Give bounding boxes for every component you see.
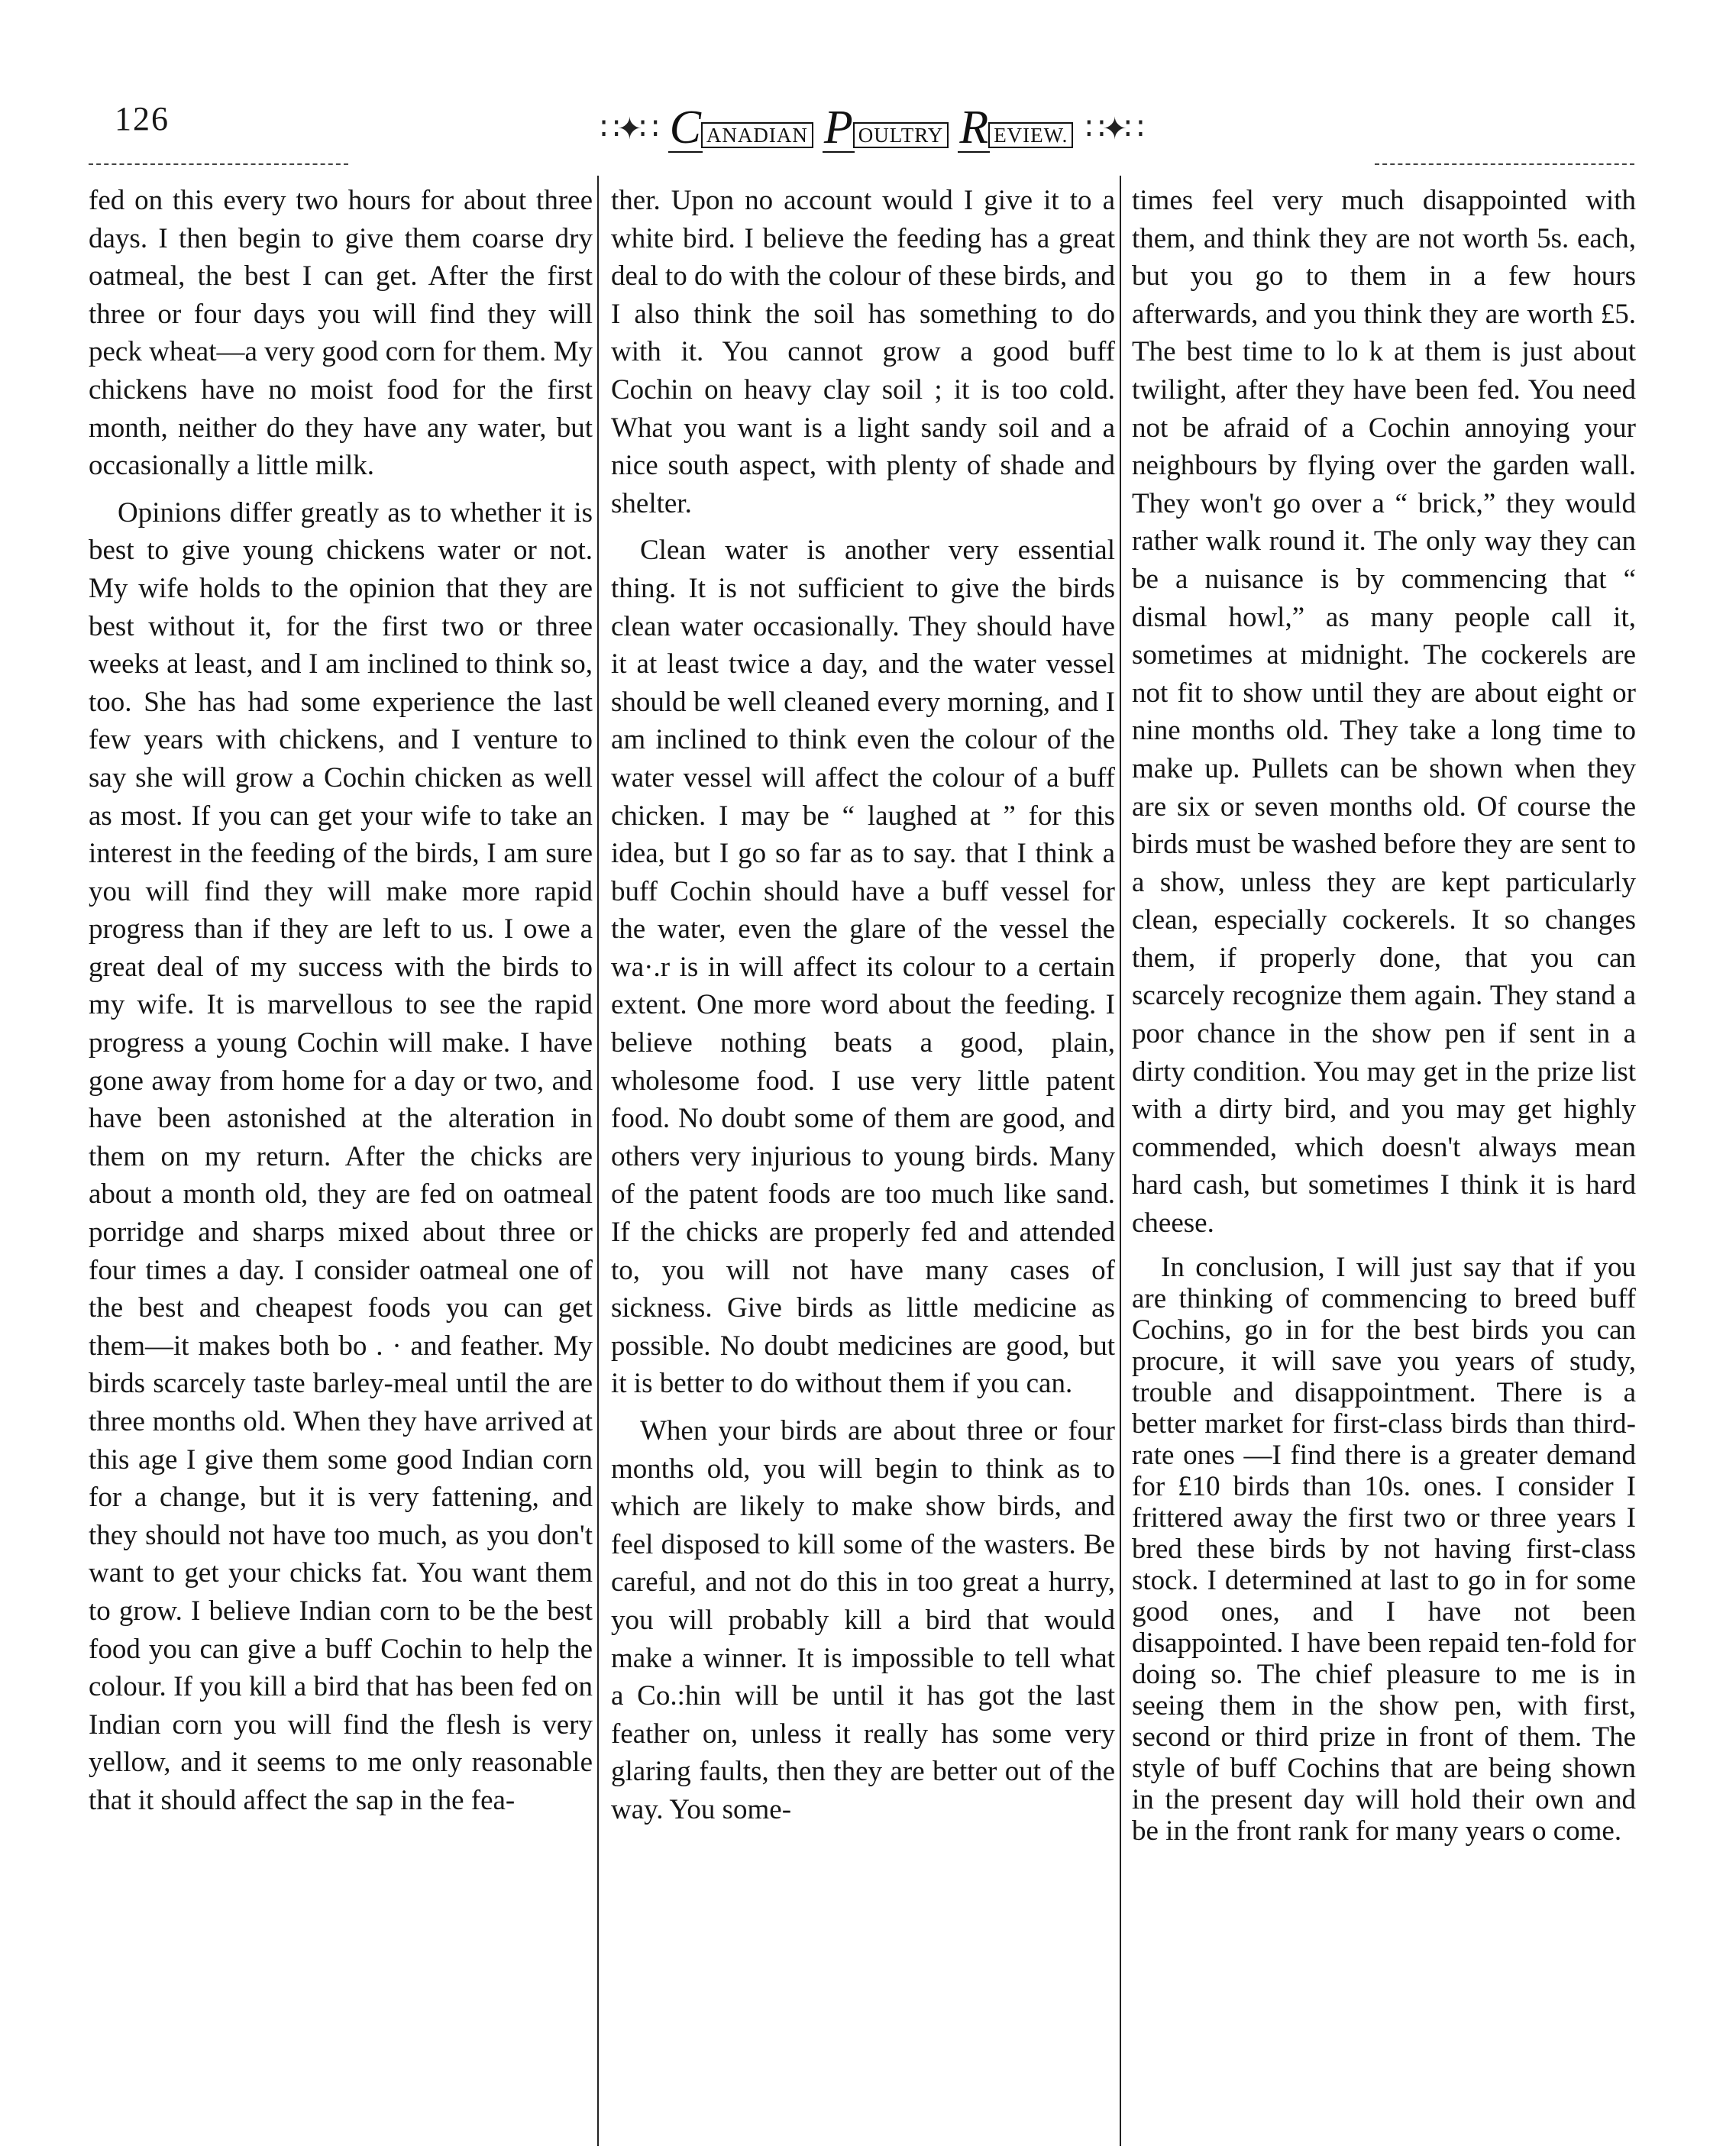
- masthead-word-canadian: [668, 104, 813, 153]
- paragraph: fed on this every two hours for about three days. I then begin to give them coarse dry oatmeal, the best I can get. After the first three or four days you will find they will peck wheat—a very good corn for them. My chickens have no moist food for the first month, neither do they have any water, but occasionally a little milk.: [89, 185, 593, 482]
- paragraph: Opinions differ greatly as to whether it is best to give young chickens water or not. My wife holds to the opinion that they are best without it, for the first two or three weeks at least, and I am inclined to think so, too. She has had some experience the last few years with chickens, and I venture to say she will grow a Cochin chicken as well as most. If you can get your wife to take an interest in the feeding of the birds, I am sure you will find they will make more rapid progress than if they are left to us. I owe a great deal of my success with the birds to my wife. It is marvellous to see the rapid progress a young Cochin will make. I have gone away from home for a day or two, and have been astonished at the alteration in them on my return. After the chicks are about a month old, they are fed on oatmeal porridge and sharps mixed about three or four times a day. I consider oatmeal one of the best and cheapest foods you can get them—it makes both bo . · and feather. My birds scarcely taste barley-meal until the are three months old. When they have arrived at this age I give them some good Indian corn for a change, but it is very fattening, and they should not have too much, as you don't want to get your chicks fat. You want them to grow. I believe Indian corn to be the best food you can give a buff Cochin to help the colour. If you kill a bird that has been fed on Indian corn you will find the flesh is very yellow, and it seems to me only reasonable that it should affect the sap in the fea-: [89, 496, 593, 1816]
- masthead-word-rest: OULTRY: [853, 122, 949, 148]
- masthead-initial: R: [959, 102, 989, 154]
- paragraph: times feel very much disappointed with them, and think they are not worth 5s. each, but you go to them in a few hours afterwards, and you think they are worth £5. The best time to lo k at them is just about twilight, after they have been fed. You need not be afraid of a Cochin annoying your neighbours by flying over the garden wall. They won't go over a “ brick,” they would rather walk round it. The only way they can be a nuisance is by commencing that “ dismal howl,” as many people call it, sometimes at midnight. The cockerels are not fit to show until they are about eight or nine months old. They take a long time to make up. Pullets can be shown when they are six or seven months old. Of course the birds must be washed before they are sent to a show, unless they are kept particularly clean, especially cockerels. It so changes them, if properly done, that you can scarcely recognize them again. They stand a poor chance in the show pen if sent in a dirty condition. You may get in the prize list with a dirty bird, and you may get highly commended, which doesn't always mean hard cash, but sometimes I think it is hard cheese.: [1132, 185, 1636, 1240]
- masthead: [580, 98, 1161, 159]
- header-rule-right: [1375, 163, 1634, 165]
- masthead-initial: C: [669, 102, 701, 154]
- column-divider-1: [597, 176, 599, 2146]
- masthead-word-poultry: [823, 104, 949, 153]
- paragraph: ther. Upon no account would I give it to a white bird. I believe the feeding has a great deal to do with the colour of these birds, and I also think the soil has something to do with it. You cannot grow a good buff Cochin on heavy clay soil ; it is too cold. What you want is a light sandy soil and a nice south aspect, with plenty of shade and shelter.: [611, 185, 1115, 519]
- paragraph: When your birds are about three or four months old, you will begin to think as to which are likely to make show birds, and feel disposed to kill some of the wasters. Be careful, and not do this in too great a hurry, you will probably kill a bird that would make a winner. It is impossible to tell what a Co.:hin will be until it has got the last feather on, unless it really has some very glaring faults, then they are better out of the way. You some-: [611, 1415, 1115, 1825]
- masthead-ornament-left: ∷✦∷: [600, 111, 656, 146]
- masthead-word-rest: EVIEW.: [988, 122, 1073, 148]
- masthead-word-review: [958, 104, 1073, 153]
- column-1: [89, 182, 593, 1829]
- masthead-title: [664, 104, 1078, 153]
- column-divider-2: [1120, 176, 1121, 2146]
- paragraph: Clean water is another very essential thing. It is not sufficient to give the birds clean water occasionally. They should have it at least twice a day, and the water vessel should be well cleaned every morning, and I am inclined to think even the colour of the water vessel will affect the colour of a buff chicken. I may be “ laughed at ” for this idea, but I go so far as to say. that I think a buff Cochin should have a buff vessel for the water, even the glare of the vessel the wa·.r is in will affect its colour to a certain extent. One more word about the feeding. I believe nothing beats a good, plain, wholesome food. I use very little patent food. No doubt some of them are good, and others very injurious to young birds. Many of the patent foods are too much like sand. If the chicks are properly fed and attended to, you will not have many cases of sickness. Give birds as little medicine as possible. No doubt medicines are good, but it is better to do without them if you can.: [611, 535, 1115, 1400]
- column-3: [1132, 182, 1636, 1856]
- page-number: 126: [115, 100, 170, 137]
- masthead-initial: P: [823, 102, 853, 154]
- masthead-word-rest: ANADIAN: [701, 122, 813, 148]
- masthead-ornament-right: ∷✦∷: [1085, 111, 1141, 146]
- column-2: [611, 182, 1115, 1838]
- paragraph: In conclusion, I will just say that if you are thinking of commencing to breed buff Cochins, go in for the best birds you can procure, it will save you years of study, trouble and disappointment. There is a better market for first-class birds than third-rate ones —I find there is a greater demand for £10 birds than 10s. ones. I consider I frittered away the first two or three years I bred these birds by not having first-class stock. I determined at last to go in for some good ones, and I have not been disappointed. I have been repaid ten-fold for doing so. The chief pleasure to me is in seeing them in the show pen, with first, second or third prize in front of them. The style of buff Cochins that are being shown in the present day will hold their own and be in the front rank for many years o come.: [1132, 1251, 1636, 1847]
- header-rule-left: [89, 163, 348, 165]
